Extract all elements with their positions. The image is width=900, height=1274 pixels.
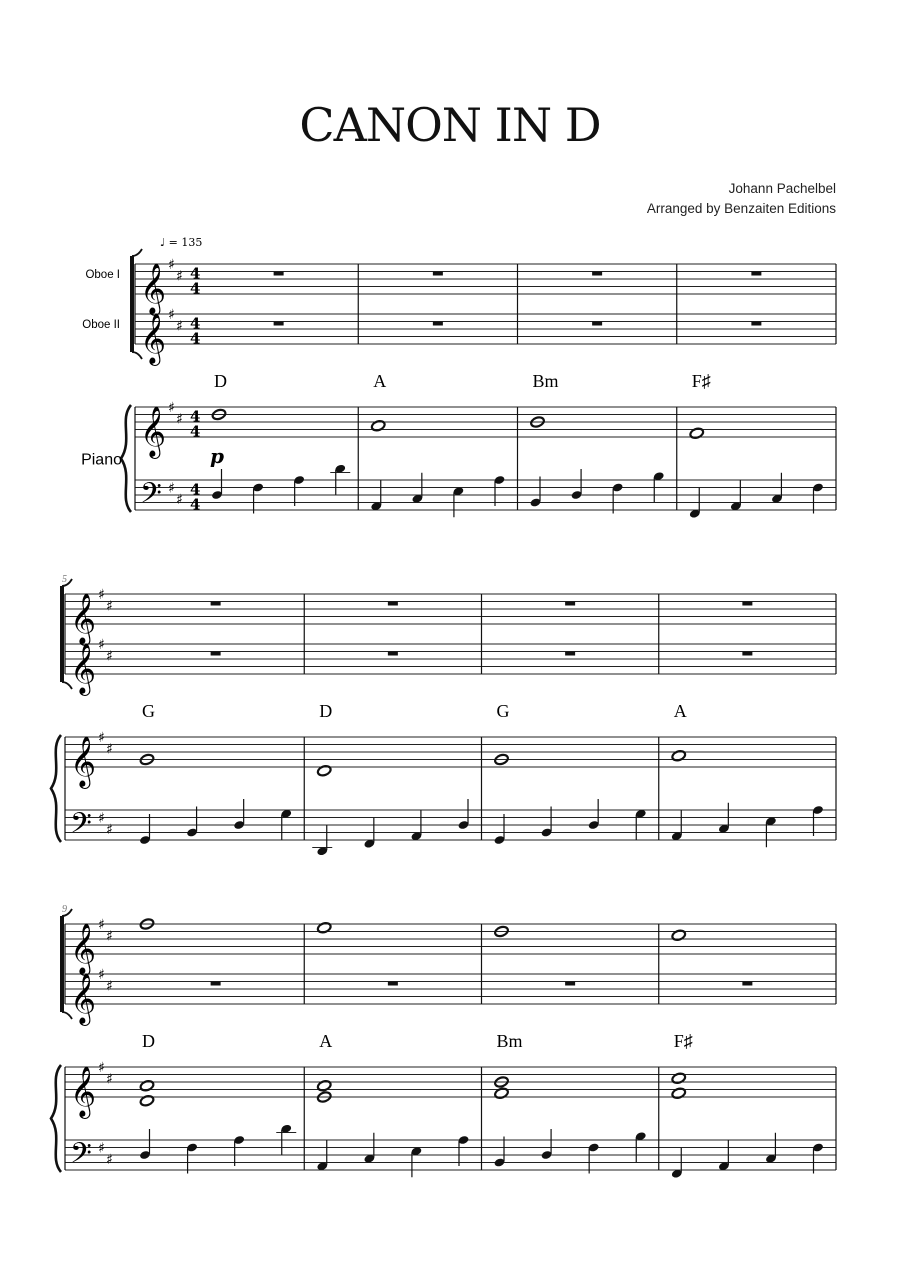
whole-note [317, 921, 332, 934]
key-signature-sharp: ♯ [106, 598, 113, 615]
chord-symbol: Bm [532, 371, 559, 391]
whole-note [371, 419, 386, 432]
chord-symbol: A [319, 1031, 333, 1051]
whole-note [494, 1087, 509, 1100]
key-signature-sharp: ♯ [98, 637, 105, 653]
whole-note [671, 1072, 686, 1085]
whole-note [671, 749, 686, 762]
piano-brace [121, 405, 131, 512]
treble-clef: 𝄞 [140, 263, 167, 314]
treble-clef: 𝄞 [70, 736, 97, 787]
chord-symbol: F♯ [691, 371, 711, 391]
whole-note [317, 1079, 332, 1092]
whole-rest [388, 602, 398, 606]
dynamic-marking: p [210, 444, 224, 468]
whole-rest [751, 322, 761, 326]
whole-rest [592, 272, 602, 276]
whole-rest [742, 652, 752, 656]
score-title: CANON IN D [299, 98, 601, 152]
time-signature-denominator: 4 [190, 279, 201, 298]
whole-rest [274, 272, 284, 276]
key-signature-sharp: ♯ [98, 917, 105, 933]
time-signature-numerator: 4 [190, 407, 201, 426]
chord-symbol: D [142, 1031, 155, 1051]
key-signature-sharp: ♯ [98, 1060, 105, 1076]
whole-rest [211, 982, 221, 986]
chord-symbol: A [673, 701, 687, 721]
key-signature-sharp: ♯ [176, 411, 183, 428]
piano-brace [51, 735, 61, 842]
tempo-marking: ♩ = 135 [160, 236, 203, 249]
bass-clef: 𝄢 [70, 807, 92, 847]
time-signature-numerator: 4 [190, 314, 201, 333]
key-signature-sharp: ♯ [176, 491, 183, 508]
whole-note [671, 929, 686, 942]
key-signature-sharp: ♯ [106, 928, 113, 945]
bass-clef: 𝄢 [140, 477, 162, 517]
whole-rest [565, 602, 575, 606]
time-signature-denominator: 4 [190, 495, 201, 514]
whole-rest [565, 982, 575, 986]
bass-clef: 𝄢 [70, 1137, 92, 1177]
chord-symbol: F♯ [673, 1031, 693, 1051]
whole-rest [433, 322, 443, 326]
whole-rest [211, 652, 221, 656]
whole-rest [592, 322, 602, 326]
key-signature-sharp: ♯ [106, 1151, 113, 1168]
composer-credit: Johann Pachelbel [728, 181, 836, 196]
time-signature-numerator: 4 [190, 480, 201, 499]
whole-rest [751, 272, 761, 276]
chord-symbol: G [496, 701, 510, 721]
piano-brace [51, 1065, 61, 1172]
measure-number: 9 [62, 904, 67, 915]
whole-rest [274, 322, 284, 326]
chord-symbol: A [373, 371, 387, 391]
key-signature-sharp: ♯ [106, 821, 113, 838]
treble-clef: 𝄞 [70, 973, 97, 1024]
key-signature-sharp: ♯ [106, 741, 113, 758]
key-signature-sharp: ♯ [98, 587, 105, 603]
time-signature-denominator: 4 [190, 422, 201, 441]
treble-clef: 𝄞 [70, 643, 97, 694]
key-signature-sharp: ♯ [98, 730, 105, 746]
key-signature-sharp: ♯ [176, 318, 183, 335]
whole-note [139, 1094, 154, 1107]
whole-rest [388, 982, 398, 986]
treble-clef: 𝄞 [70, 1066, 97, 1117]
whole-note [671, 1087, 686, 1100]
key-signature-sharp: ♯ [168, 307, 175, 323]
whole-rest [565, 652, 575, 656]
chord-symbol: G [142, 701, 155, 721]
whole-note [139, 1079, 154, 1092]
whole-rest [433, 272, 443, 276]
key-signature-sharp: ♯ [98, 967, 105, 983]
whole-rest [742, 602, 752, 606]
whole-rest [211, 602, 221, 606]
instrument-label-piano: Piano [81, 451, 122, 469]
key-signature-sharp: ♯ [106, 1071, 113, 1088]
key-signature-sharp: ♯ [176, 268, 183, 285]
treble-clef: 𝄞 [70, 923, 97, 974]
chord-symbol: D [214, 371, 227, 391]
treble-clef: 𝄞 [140, 313, 167, 364]
key-signature-sharp: ♯ [168, 257, 175, 273]
time-signature-numerator: 4 [190, 264, 201, 283]
arranger-credit: Arranged by Benzaiten Editions [646, 201, 836, 216]
key-signature-sharp: ♯ [106, 648, 113, 665]
whole-rest [388, 652, 398, 656]
treble-clef: 𝄞 [140, 406, 167, 457]
key-signature-sharp: ♯ [168, 400, 175, 416]
whole-rest [742, 982, 752, 986]
key-signature-sharp: ♯ [168, 480, 175, 497]
instrument-label-oboe1: Oboe I [85, 269, 120, 281]
whole-note [689, 427, 704, 440]
whole-note [317, 764, 332, 777]
key-signature-sharp: ♯ [98, 810, 105, 827]
measure-number: 5 [62, 574, 67, 585]
chord-symbol: D [319, 701, 333, 721]
instrument-label-oboe2: Oboe II [82, 319, 120, 331]
key-signature-sharp: ♯ [98, 1140, 105, 1157]
treble-clef: 𝄞 [70, 593, 97, 644]
chord-symbol: Bm [496, 1031, 523, 1051]
time-signature-denominator: 4 [190, 329, 201, 348]
key-signature-sharp: ♯ [106, 978, 113, 995]
